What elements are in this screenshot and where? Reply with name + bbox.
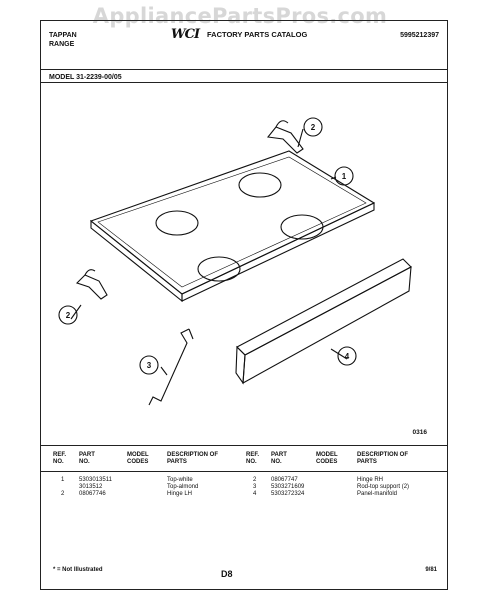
ref-cell: 4: [253, 491, 257, 497]
burner-opening: [156, 211, 198, 235]
table-top-rule: [41, 445, 447, 446]
burner-opening: [239, 173, 281, 197]
table-header-rule: [41, 471, 447, 472]
manifold-panel: [237, 259, 411, 355]
hinge-lh: [77, 275, 107, 299]
desc-cell: Hinge RH: [357, 477, 384, 483]
part-cell: 5303272324: [271, 491, 305, 497]
cooktop-front-edge: [91, 221, 182, 301]
page-number: D8: [221, 569, 233, 579]
brand-line-2: RANGE: [49, 41, 75, 48]
callout-label: 4: [344, 352, 350, 361]
ref-cell: 2: [253, 477, 257, 483]
model-number: MODEL 31-2239-00/05: [49, 74, 122, 81]
col-ref-no: REF. NO.: [53, 452, 67, 465]
col-ref-no: REF. NO.: [246, 452, 260, 465]
hinge-rh: [268, 127, 303, 153]
part-cell: 08067746: [79, 491, 106, 497]
desc-cell: Top-white: [167, 477, 193, 483]
catalog-title: FACTORY PARTS CATALOG: [207, 30, 308, 39]
callout-label: 3: [146, 361, 152, 370]
part-cell: 3013512: [79, 484, 103, 490]
desc-cell: Hinge LH: [167, 491, 193, 497]
ref-cell: 2: [61, 491, 65, 497]
not-illustrated-note: * = Not Illustrated: [53, 567, 103, 573]
brand-line-1: TAPPAN: [49, 32, 77, 39]
catalog-page: [40, 20, 448, 590]
desc-cell: Panel-manifold: [357, 491, 398, 497]
callout-label: 1: [341, 172, 347, 181]
part-cell: 5303271609: [271, 484, 305, 490]
ref-cell: 1: [61, 477, 65, 483]
col-description: DESCRIPTION OF PARTS: [167, 452, 219, 465]
rod-top-support: [146, 329, 189, 405]
col-part-no: PART NO.: [271, 452, 287, 465]
catalog-number: 5995212397: [400, 32, 439, 39]
callout-label: 2: [65, 311, 71, 320]
catalog-date: 9/81: [425, 567, 437, 573]
col-part-no: PART NO.: [79, 452, 95, 465]
ref-cell: 3: [253, 484, 257, 490]
col-model-codes: MODEL CODES: [127, 452, 149, 465]
watermark: AppliancePartsPros.com: [92, 4, 388, 28]
desc-cell: Rod-top support (2): [357, 484, 410, 490]
figure-number: 0316: [412, 429, 427, 436]
part-cell: 5303013511: [79, 477, 112, 483]
brand-label: [49, 31, 77, 49]
header-rule: [41, 69, 447, 70]
burner-opening: [281, 215, 323, 239]
cooktop-top-surface: [91, 151, 374, 294]
part-cell: 08067747: [271, 477, 298, 483]
callout-label: 2: [310, 123, 316, 132]
col-description: DESCRIPTION OF PARTS: [357, 452, 409, 465]
col-model-codes: MODEL CODES: [316, 452, 338, 465]
wci-logo: WCI: [171, 27, 200, 42]
cooktop-side-edge: [182, 203, 374, 301]
desc-cell: Top-almond: [167, 484, 199, 490]
exploded-parts-diagram: [41, 81, 447, 441]
